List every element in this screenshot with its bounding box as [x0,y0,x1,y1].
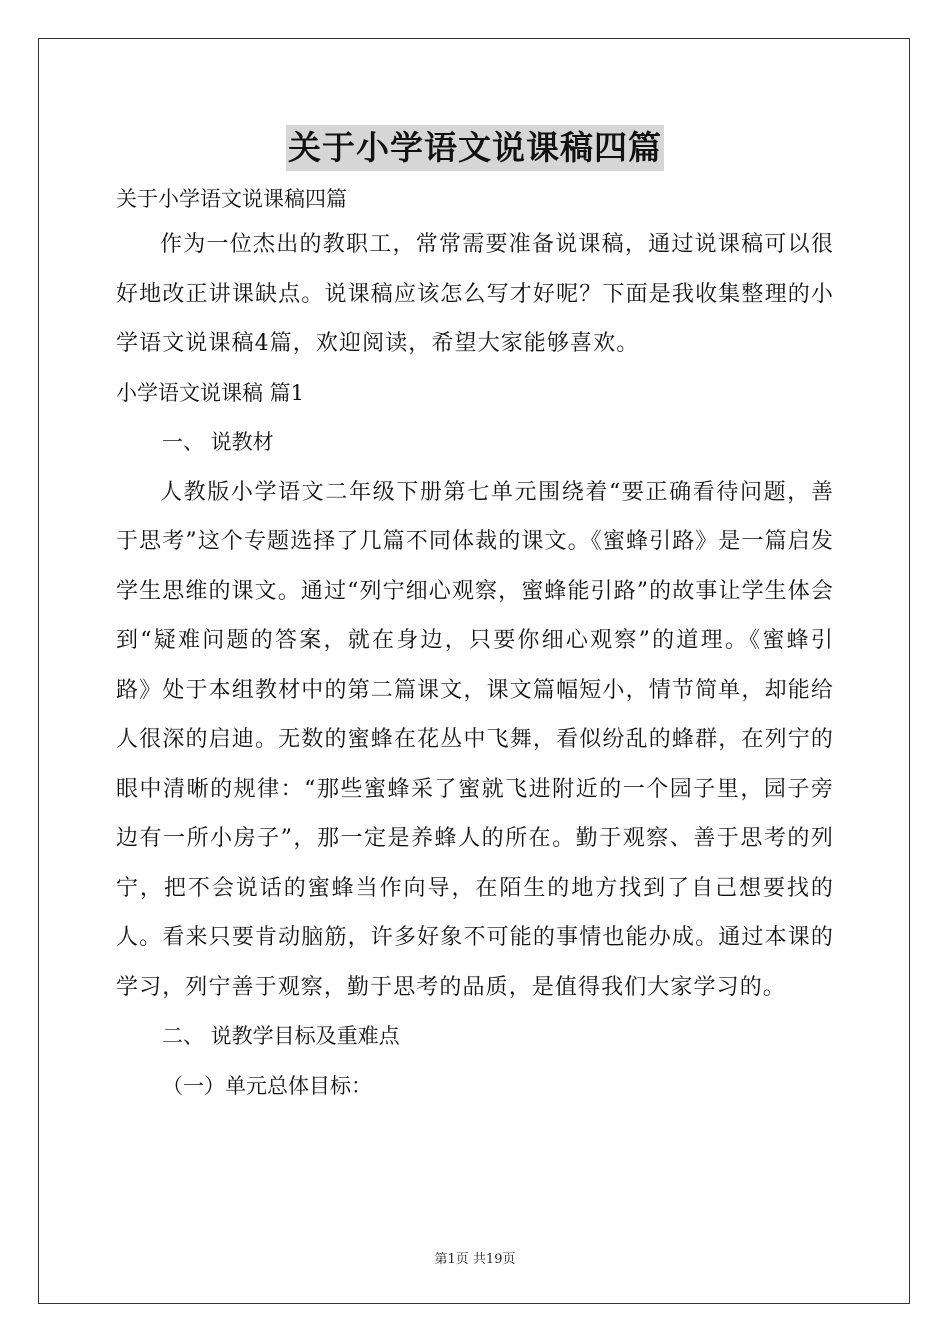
page-footer: 第1页 共19页 [434,1252,516,1267]
document-subtitle: 关于小学语文说课稿四篇 [116,187,347,211]
part2-subheading: （一）单元总体目标： [162,1073,372,1098]
part1-paragraph: 人教版小学语文二年级下册第七单元围绕着“要正确看待问题，善于思考”这个专题选择了几篇不同体裁的课文。《蜜蜂引路》是一篇启发学生思维的课文。通过“列宁细心观察，蜜蜂能引路”的故事让学生体会到“疑难问题的答案，就在身边，只要你细心观察”的道理。《蜜蜂引路》处于本组教材中的第二篇课文，课文篇幅短小，情节简单，却能给人很深的启迪。无数的蜜蜂在花丛中飞舞，看似纷乱的蜂群，在列宁的眼中清晰的规律：“那些蜜蜂采了蜜就飞进附近的一个园子里，园子旁边有一所小房子”，那一定是养蜂人的所在。勤于观察、善于思考的列宁，把不会说话的蜜蜂当作向导，在陌生的地方找到了自己想要找的人。看来只要肯动脑筋，许多好象不可能的事情也能办成。通过本课的学习，列宁善于观察，勤于思考的品质，是值得我们大家学习的。 [116,479,834,1000]
document-body [116,178,834,1111]
document-title: 关于小学语文说课稿四篇 [286,125,664,171]
intro-paragraph: 作为一位杰出的教职工，常常需要准备说课稿，通过说课稿可以很好地改正讲课缺点。说课稿应该怎么写才好呢？下面是我收集整理的小学语文说课稿4篇，欢迎阅读，希望大家能够喜欢。 [116,232,834,356]
section-heading: 小学语文说课稿 篇1 [116,380,305,405]
part1-heading: 一、 说教材 [162,430,274,454]
title-container [0,125,950,171]
part2-heading: 二、 说教学目标及重难点 [162,1024,400,1048]
